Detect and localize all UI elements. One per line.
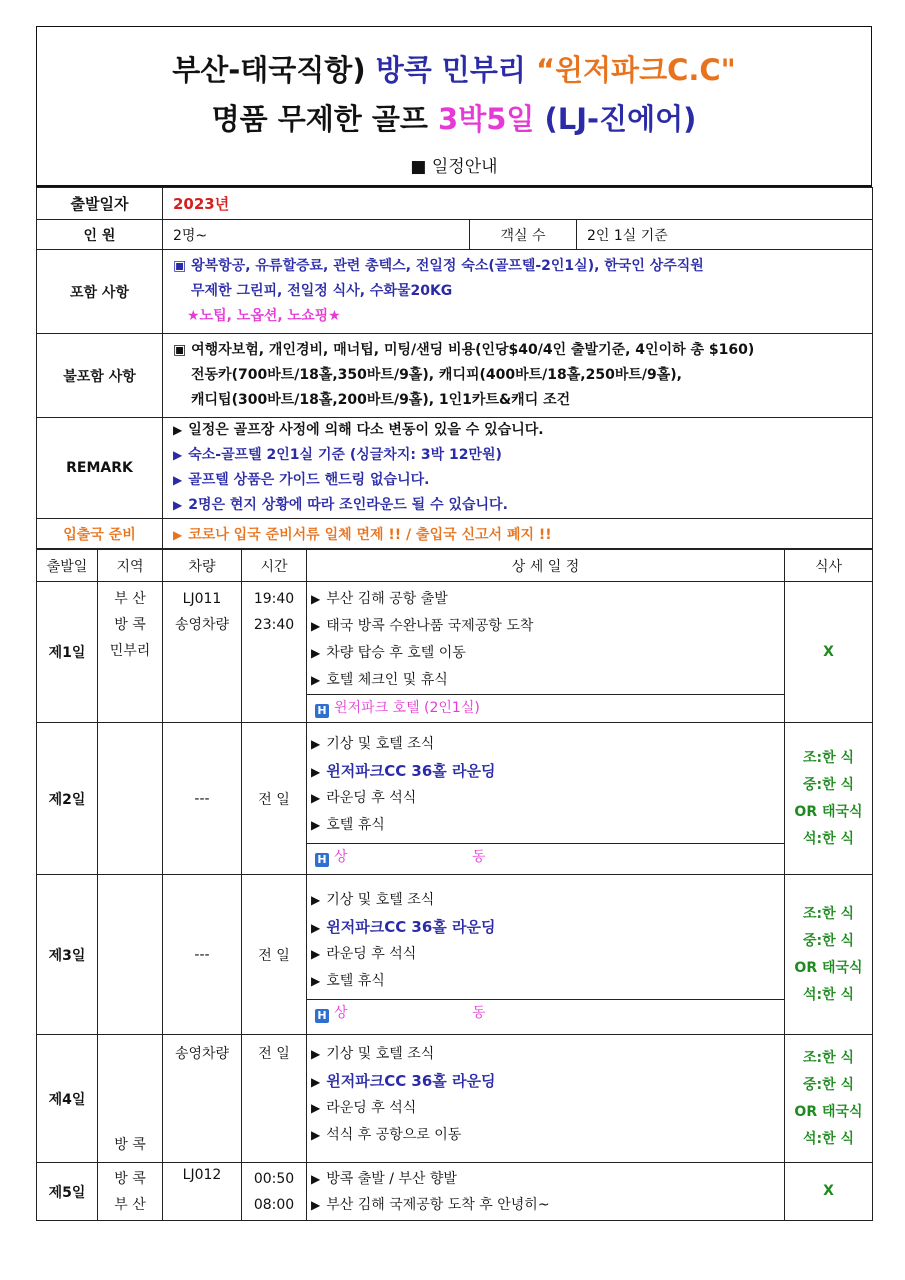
time-text: 19:40 xyxy=(253,591,295,607)
day-time: 전 일 xyxy=(242,1035,307,1163)
day-vehicle: --- xyxy=(163,875,242,1035)
departure-value: 2023년 xyxy=(163,188,873,220)
time-text: 00:50 xyxy=(253,1170,295,1187)
triangle-icon: ▶ xyxy=(311,646,321,660)
itinerary-item: 호텔 휴식 xyxy=(326,973,385,989)
meal-text: 조:한 식 xyxy=(802,749,855,766)
itinerary-item: 라운딩 후 석식 xyxy=(326,1100,417,1116)
immigration-text: 코로나 입국 준비서류 일체 면제 !! / 출입국 신고서 폐지 !! xyxy=(188,526,552,543)
day-region xyxy=(98,723,163,875)
hotel-icon: H xyxy=(315,1009,329,1023)
region-text: 민부리 xyxy=(109,643,151,659)
day-vehicle xyxy=(163,582,242,723)
title-golf-club: “윈저파크C.C" xyxy=(535,52,736,87)
day-meal xyxy=(785,875,873,1035)
header-block xyxy=(37,27,872,187)
day-region xyxy=(98,582,163,723)
excluded-line: 전동카(700바트/18홀,350바트/9홀), 캐디피(400바트/18홀,250바트/9홀), xyxy=(191,367,682,383)
day-label: 제5일 xyxy=(37,1163,98,1221)
remark-line: 숙소-골프텔 2인1실 기준 (싱글차지: 3박 12만원) xyxy=(188,447,502,463)
triangle-icon: ▶ xyxy=(311,1197,321,1212)
col-meal: 식사 xyxy=(785,550,873,582)
triangle-icon: ▶ xyxy=(173,423,183,437)
schedule-table xyxy=(36,549,873,1221)
meal-text: OR 태국식 xyxy=(794,803,863,820)
day-itinerary xyxy=(307,582,785,723)
itinerary-item: 윈저파크CC 36홀 라운딩 xyxy=(326,918,496,936)
meal-text: 조:한 식 xyxy=(802,1049,855,1066)
hotel-text: 상 동 xyxy=(334,1005,486,1021)
triangle-icon: ▶ xyxy=(311,765,321,779)
included-line: 무제한 그린피, 전일정 식사, 수화물20KG xyxy=(191,283,453,299)
itinerary-item: 라운딩 후 석식 xyxy=(326,946,417,962)
triangle-icon: ▶ xyxy=(311,791,321,805)
included-line: ▣ 왕복항공, 유류할증료, 관련 총텍스, 전일정 숙소(골프텔-2인1실), 한국인 상주직원 xyxy=(173,258,704,274)
people-label: 인 원 xyxy=(37,220,163,250)
subtitle-airline: (LJ-진에어) xyxy=(544,101,697,136)
triangle-icon: ▶ xyxy=(173,448,183,462)
vehicle-text: 송영차량 xyxy=(174,617,230,633)
triangle-icon: ▶ xyxy=(173,527,183,542)
day-region xyxy=(98,875,163,1035)
region-text: 방 콕 xyxy=(114,1170,146,1187)
meal-text: 조:한 식 xyxy=(802,905,855,922)
included-line: ★노팁, 노옵션, 노쇼핑★ xyxy=(187,308,341,324)
meal-text: X xyxy=(785,582,873,723)
triangle-icon: ▶ xyxy=(311,619,321,633)
col-region: 지역 xyxy=(98,550,163,582)
day-label: 제4일 xyxy=(37,1035,98,1163)
vehicle-text: LJ011 xyxy=(182,591,222,607)
triangle-icon: ▶ xyxy=(311,673,321,687)
region-text: 부 산 xyxy=(114,1196,146,1213)
triangle-icon: ▶ xyxy=(173,473,183,487)
day-time xyxy=(242,1163,307,1221)
day-time: 전 일 xyxy=(242,875,307,1035)
meal-text: 석:한 식 xyxy=(802,1130,855,1147)
itinerary-item: 부산 김해 국제공항 도착 후 안녕히~ xyxy=(326,1196,550,1213)
table-row xyxy=(37,582,873,723)
excluded-line: 캐디팁(300바트/18홀,200바트/9홀), 1인1카트&캐디 조건 xyxy=(191,392,571,408)
itinerary-item: 윈저파크CC 36홀 라운딩 xyxy=(326,762,496,780)
triangle-icon: ▶ xyxy=(311,818,321,832)
day-meal xyxy=(785,1035,873,1163)
day-vehicle: --- xyxy=(163,723,242,875)
meal-text: 중:한 식 xyxy=(802,776,855,793)
remark-line: 골프텔 상품은 가이드 핸드링 없습니다. xyxy=(188,472,430,488)
header-table xyxy=(36,26,872,187)
day-itinerary xyxy=(307,1163,785,1221)
itinerary-item: 기상 및 호텔 조식 xyxy=(326,892,435,908)
table-row xyxy=(37,723,873,875)
triangle-icon: ▶ xyxy=(173,498,183,512)
meal-text: OR 태국식 xyxy=(794,959,863,976)
remark-value xyxy=(163,418,873,519)
itinerary-item: 부산 김해 공항 출발 xyxy=(326,591,448,607)
triangle-icon: ▶ xyxy=(311,1075,321,1089)
section-title: ■ 일정안내 xyxy=(410,156,498,177)
people-value: 2명~ xyxy=(163,220,470,250)
title-route: 부산-태국직항) xyxy=(172,52,366,87)
day-time xyxy=(242,582,307,723)
itinerary-sheet xyxy=(36,26,872,1221)
excluded-line: ▣ 여행자보험, 개인경비, 매너팁, 미팅/샌딩 비용(인당$40/4인 출발기준, 4인이하 총 $160) xyxy=(173,342,755,358)
subtitle-duration: 3박5일 xyxy=(438,101,535,136)
hotel-text: 상 동 xyxy=(334,849,486,865)
day-itinerary xyxy=(307,875,785,1035)
triangle-icon: ▶ xyxy=(311,893,321,907)
rooms-label: 객실 수 xyxy=(470,220,577,250)
col-detail: 상 세 일 정 xyxy=(307,550,785,582)
page-title xyxy=(37,48,871,89)
day-region xyxy=(98,1035,163,1163)
meal-text: 중:한 식 xyxy=(802,932,855,949)
itinerary-item: 호텔 휴식 xyxy=(326,817,385,833)
itinerary-item: 태국 방콕 수완나품 국제공항 도착 xyxy=(326,618,534,634)
meal-text: 석:한 식 xyxy=(802,986,855,1003)
itinerary-item: 윈저파크CC 36홀 라운딩 xyxy=(326,1072,496,1090)
itinerary-item: 라운딩 후 석식 xyxy=(326,790,417,806)
itinerary-item: 차량 탑승 후 호텔 이동 xyxy=(326,645,466,661)
time-text: 23:40 xyxy=(253,617,295,633)
info-table xyxy=(36,187,873,549)
region-text: 부 산 xyxy=(114,591,146,607)
remark-line: 2명은 현지 상황에 따라 조인라운드 될 수 있습니다. xyxy=(188,497,508,513)
day-label: 제2일 xyxy=(37,723,98,875)
meal-text: 석:한 식 xyxy=(802,830,855,847)
hotel-icon: H xyxy=(315,704,329,718)
title-location: 방콕 민부리 xyxy=(375,52,526,87)
itinerary-item: 기상 및 호텔 조식 xyxy=(326,1046,435,1062)
triangle-icon: ▶ xyxy=(311,974,321,988)
page-subtitle xyxy=(37,97,871,138)
immigration-value xyxy=(163,519,873,549)
triangle-icon: ▶ xyxy=(311,1128,321,1142)
excluded-value xyxy=(163,334,873,418)
departure-label: 출발일자 xyxy=(37,188,163,220)
remark-line: 일정은 골프장 사정에 의해 다소 변동이 있을 수 있습니다. xyxy=(188,422,544,438)
day-vehicle: 송영차량 xyxy=(163,1035,242,1163)
table-row xyxy=(37,875,873,1035)
day-itinerary xyxy=(307,723,785,875)
day-meal xyxy=(785,723,873,875)
hotel-icon: H xyxy=(315,853,329,867)
subtitle-golf: 명품 무제한 골프 xyxy=(211,101,428,136)
day-label: 제3일 xyxy=(37,875,98,1035)
table-row xyxy=(37,1035,873,1163)
hotel-text: 윈저파크 호텔 (2인1실) xyxy=(334,700,480,716)
triangle-icon: ▶ xyxy=(311,1047,321,1061)
remark-label: REMARK xyxy=(37,418,163,519)
table-row xyxy=(37,1163,873,1221)
col-vehicle: 차량 xyxy=(163,550,242,582)
day-label: 제1일 xyxy=(37,582,98,723)
triangle-icon: ▶ xyxy=(311,592,321,606)
triangle-icon: ▶ xyxy=(311,921,321,935)
time-text: 08:00 xyxy=(253,1196,295,1213)
itinerary-item: 방콕 출발 / 부산 향발 xyxy=(326,1170,457,1187)
region-text: 방 콕 xyxy=(114,1137,146,1153)
triangle-icon: ▶ xyxy=(311,947,321,961)
excluded-label: 불포함 사항 xyxy=(37,334,163,418)
included-label: 포함 사항 xyxy=(37,250,163,334)
triangle-icon: ▶ xyxy=(311,1101,321,1115)
day-region xyxy=(98,1163,163,1221)
day-time: 전 일 xyxy=(242,723,307,875)
immigration-label: 입출국 준비 xyxy=(37,519,163,549)
triangle-icon: ▶ xyxy=(311,737,321,751)
col-day: 출발일 xyxy=(37,550,98,582)
col-time: 시간 xyxy=(242,550,307,582)
rooms-value: 2인 1실 기준 xyxy=(577,220,873,250)
itinerary-item: 기상 및 호텔 조식 xyxy=(326,736,435,752)
triangle-icon: ▶ xyxy=(311,1171,321,1186)
region-text: 방 콕 xyxy=(114,617,146,633)
itinerary-item: 호텔 체크인 및 휴식 xyxy=(326,672,448,688)
included-value xyxy=(163,250,873,334)
itinerary-item: 석식 후 공항으로 이동 xyxy=(326,1127,462,1143)
meal-text: 중:한 식 xyxy=(802,1076,855,1093)
meal-text: OR 태국식 xyxy=(794,1103,863,1120)
day-itinerary xyxy=(307,1035,785,1163)
day-vehicle: LJ012 xyxy=(163,1163,242,1221)
meal-text: X xyxy=(785,1163,873,1221)
